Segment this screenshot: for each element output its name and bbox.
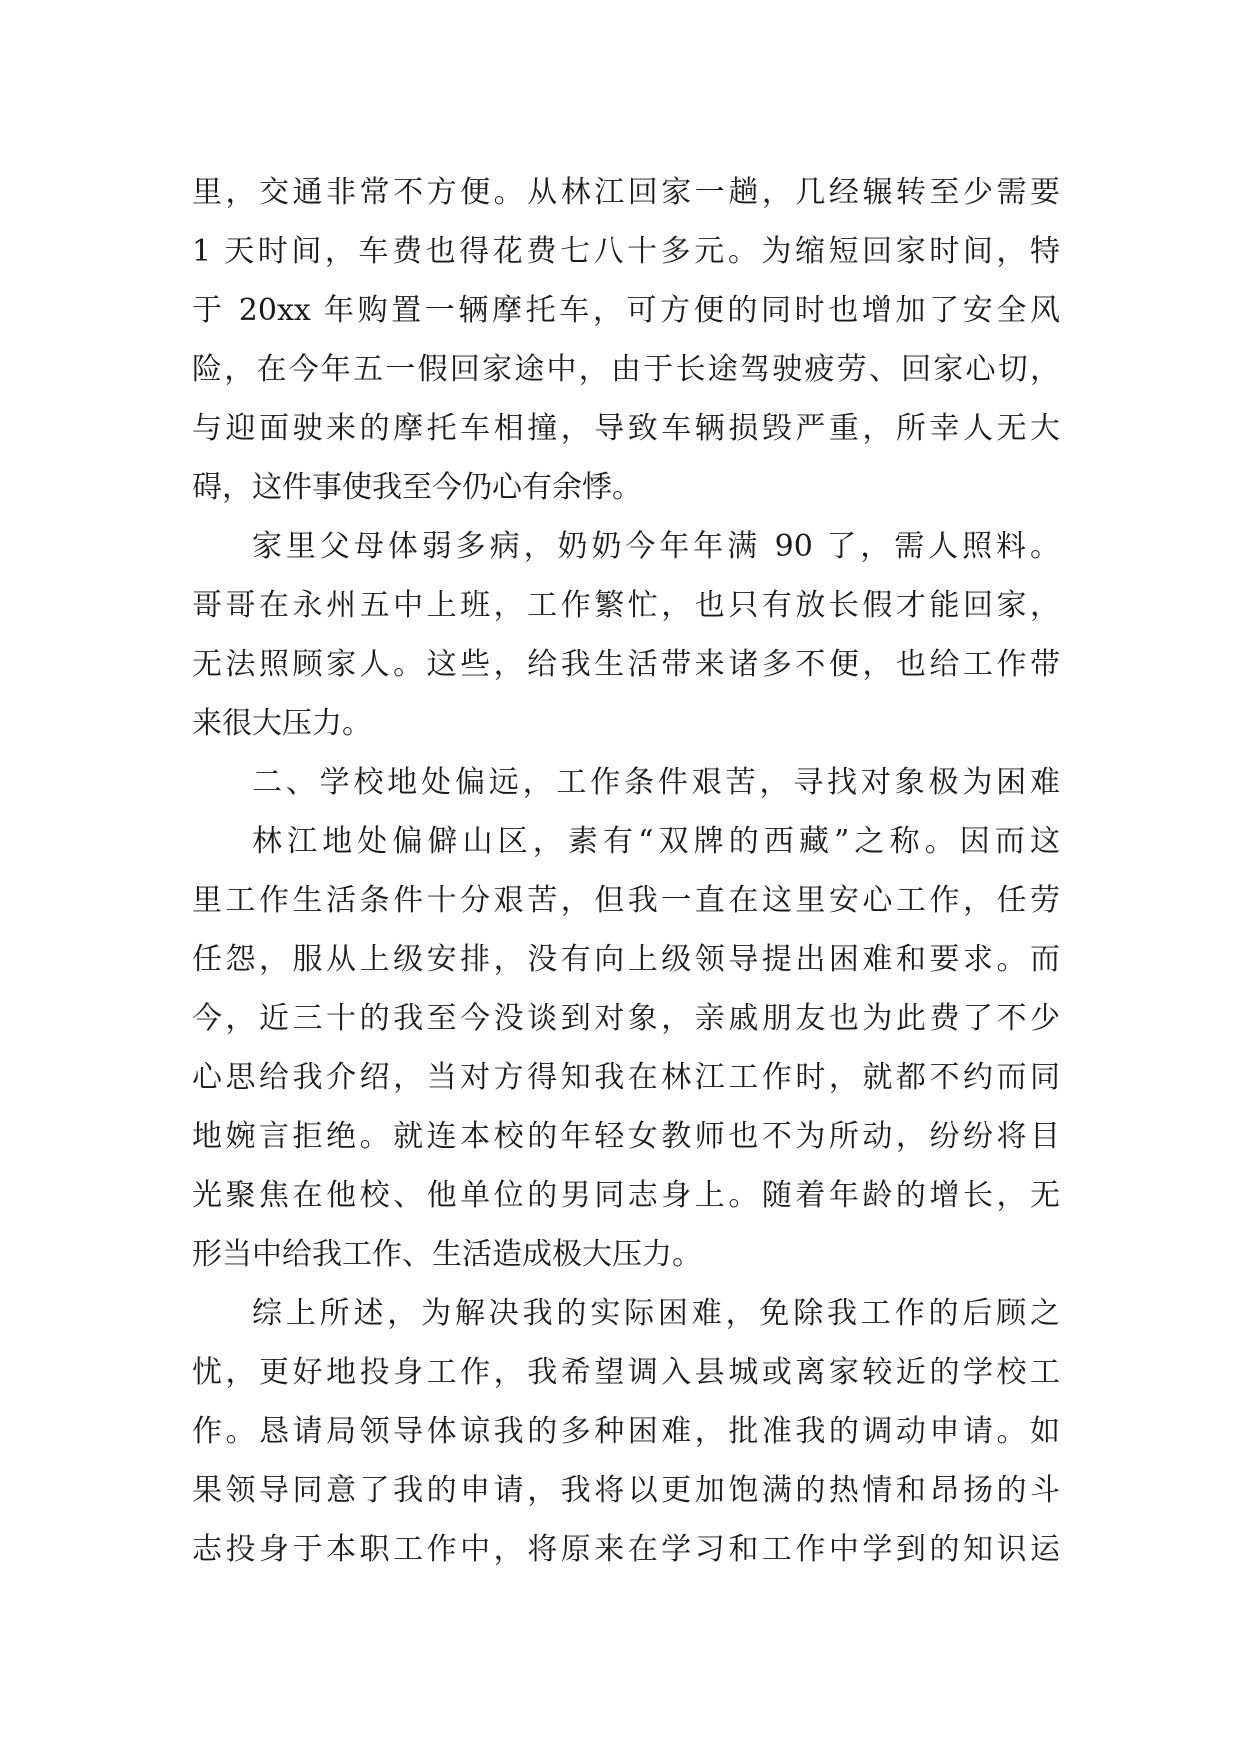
text-line: 果领导同意了我的申请，我将以更加饱满的热情和昂扬的斗 [192, 1473, 1060, 1508]
text-line: 里，交通非常不方便。从林江回家一趟，几经辗转至少需要 [192, 175, 1060, 210]
text-line: 综上所述，为解决我的实际困难，免除我工作的后顾之 [252, 1296, 1060, 1331]
text-line: 里工作生活条件十分艰苦，但我一直在这里安心工作，任劳 [192, 883, 1060, 918]
text-line: 来很大压力。 [192, 706, 372, 741]
text-line: 今，近三十的我至今没谈到对象，亲戚朋友也为此费了不少 [192, 1001, 1060, 1036]
text-line: 与迎面驶来的摩托车相撞，导致车辆损毁严重，所幸人无大 [192, 411, 1060, 446]
text-line: 碍，这件事使我至今仍心有余悸。 [192, 470, 642, 505]
text-line: 作。恳请局领导体谅我的多种困难，批准我的调动申请。如 [192, 1414, 1060, 1449]
text-line: 志投身于本职工作中，将原来在学习和工作中学到的知识运 [192, 1532, 1060, 1567]
document-body [192, 163, 1060, 1579]
text-line: 心思给我介绍，当对方得知我在林江工作时，就都不约而同 [192, 1060, 1060, 1095]
text-line: 1 天时间，车费也得花费七八十多元。为缩短回家时间，特 [192, 234, 1060, 269]
text-line: 光聚焦在他校、他单位的男同志身上。随着年龄的增长，无 [192, 1178, 1060, 1213]
text-line: 忧，更好地投身工作，我希望调入县城或离家较近的学校工 [192, 1355, 1060, 1390]
text-line: 形当中给我工作、生活造成极大压力。 [192, 1237, 702, 1272]
text-line: 于 20xx 年购置一辆摩托车，可方便的同时也增加了安全风 [192, 293, 1060, 328]
text-line: 二、学校地处偏远，工作条件艰苦，寻找对象极为困难 [252, 765, 1060, 800]
text-line: 无法照顾家人。这些，给我生活带来诸多不便，也给工作带 [192, 647, 1060, 682]
text-line: 地婉言拒绝。就连本校的年轻女教师也不为所动，纷纷将目 [192, 1119, 1060, 1154]
text-line: 林江地处偏僻山区，素有“双牌的西藏”之称。因而这 [252, 824, 1060, 859]
text-line: 任怨，服从上级安排，没有向上级领导提出困难和要求。而 [192, 942, 1060, 977]
text-line: 家里父母体弱多病，奶奶今年年满 90 了，需人照料。 [252, 529, 1060, 564]
text-line: 险，在今年五一假回家途中，由于长途驾驶疲劳、回家心切， [192, 352, 1060, 387]
text-line: 哥哥在永州五中上班，工作繁忙，也只有放长假才能回家， [192, 588, 1060, 623]
